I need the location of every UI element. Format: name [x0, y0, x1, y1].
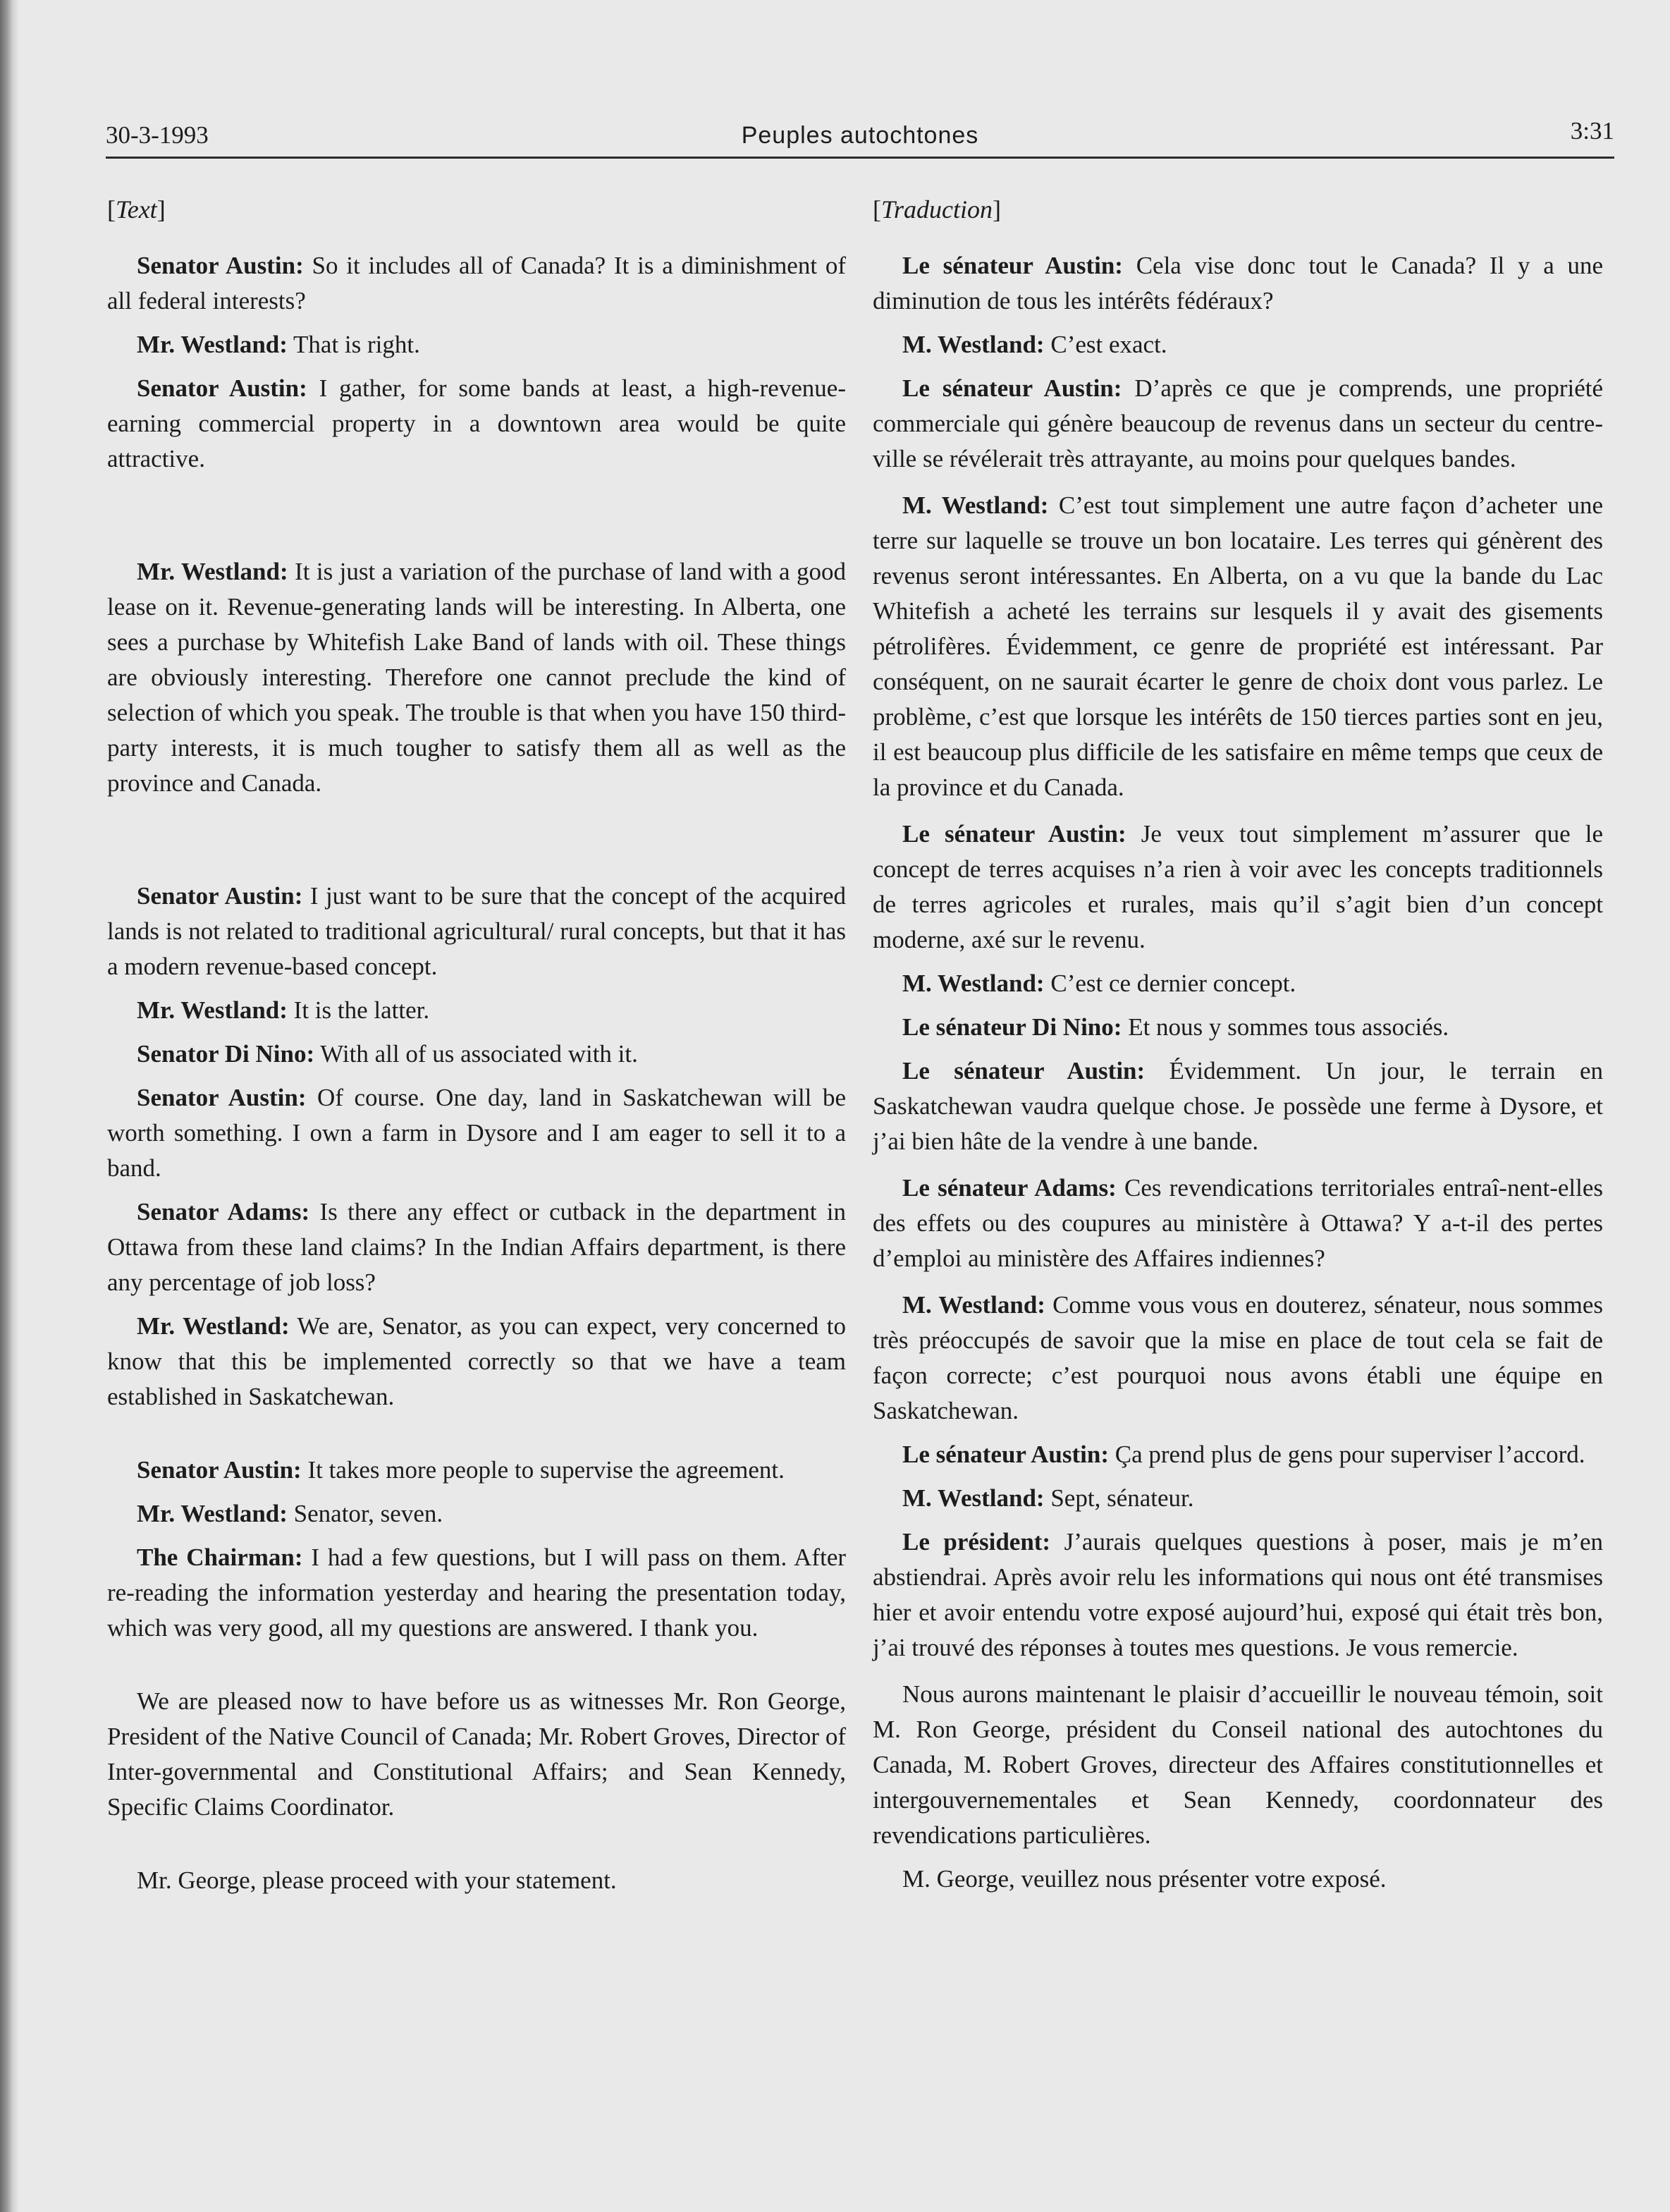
transcript-paragraph: Le sénateur Austin: D’après ce que je comprends, une propriété commerciale qui génère beaucoup de revenus dans un secteur du centre-ville se révélerait très attrayante, au moins pour quelques bandes. — [873, 374, 1603, 472]
speaker-name: Mr. Westland: — [137, 331, 288, 358]
speaker-name: Le sénateur Austin: — [902, 252, 1123, 279]
page-binding-edge — [0, 0, 18, 2212]
transcript-paragraph: The Chairman: I had a few questions, but I will pass on them. After re-reading the information yesterday and hearing the presentation today, which was very good, all my questions are answered. I thank you. — [107, 1544, 847, 1642]
speaker-name: Mr. Westland: — [137, 1500, 288, 1527]
transcript-paragraph: Le sénateur Austin: Cela vise donc tout le Canada? Il y a une diminution de tous les intérêts fédéraux? — [873, 252, 1603, 314]
transcript-paragraph: Senator Austin: So it includes all of Canada? It is a diminishment of all federal interests? — [107, 252, 846, 314]
speaker-name: Le sénateur Adams: — [902, 1174, 1117, 1202]
speaker-name: Mr. Westland: — [137, 558, 288, 585]
speaker-name: Mr. Westland: — [137, 1312, 290, 1340]
english-column — [107, 192, 846, 1898]
traduction-marker: [Traduction] — [873, 195, 1002, 224]
speaker-name: Le sénateur Austin: — [902, 1057, 1146, 1084]
transcript-paragraph: M. Westland: C’est ce dernier concept. — [902, 970, 1296, 997]
narration-paragraph: Mr. George, please proceed with your statement. — [137, 1866, 617, 1894]
transcript-paragraph: Senator Austin: I just want to be sure that the concept of the acquired lands is not related to traditional agricultural/ rural concepts, but that it has a modern revenue-based concept. — [107, 882, 846, 980]
transcript-paragraph: Mr. Westland: Senator, seven. — [137, 1500, 443, 1527]
transcript-paragraph: Mr. Westland: It is just a variation of the purchase of land with a good lease on it. Revenue-generating lands will be interesting. In Alberta, one sees a purchase by Whitefish Lake Band of lands with oil. These things are obviously interesting. Therefore one cannot preclude the kind of selection of which you speak. The trouble is that when you have 150 third-party interests, it is much tougher to satisfy them all as well as the province and Canada. — [107, 558, 846, 797]
text-marker: [Text] — [107, 195, 166, 224]
speaker-name: The Chairman: — [137, 1544, 303, 1571]
french-column — [873, 192, 1603, 1897]
transcript-paragraph: M. Westland: C’est tout simplement une autre façon d’acheter une terre sur laquelle se trouve un bon locataire. Les terres qui génèrent des revenus seront intéressantes. En Alberta, on a vu que la bande du Lac Whitefish a acheté les terrains sur lesquels il y avait des gisements pétrolifères. Évidemment, ce genre de propriété est intéressant. Par conséquent, on ne saurait écarter le genre de choix dont vous parlez. Le problème, c’est que lorsque les intérêts de 150 tierces parties sont en jeu, il est beaucoup plus difficile de les satisfaire en même temps que ceux de la province et du Canada. — [873, 491, 1603, 801]
speaker-name: M. Westland: — [902, 1484, 1045, 1512]
transcript-paragraph: Mr. Westland: We are, Senator, as you can expect, very concerned to know that this be implemented correctly so that we have a team established in Saskatchewan. — [107, 1312, 846, 1410]
transcript-paragraph: Le sénateur Austin: Je veux tout simplement m’assurer que le concept de terres acquises n’a rien à voir avec les concepts traditionnels de terres agricoles et rurales, mais qu’il s’agit bien d’un concept moderne, axé sur le revenu. — [873, 820, 1603, 953]
transcript-paragraph: M. Westland: C’est exact. — [902, 331, 1167, 358]
narration-paragraph: M. George, veuillez nous présenter votre exposé. — [902, 1865, 1387, 1893]
header-date: 30-3-1993 — [106, 121, 209, 149]
speaker-name: M. Westland: — [902, 970, 1045, 997]
transcript-paragraph: Senator Austin: I gather, for some bands at least, a high-revenue-earning commercial property in a downtown area would be quite attractive. — [107, 374, 846, 472]
transcript-paragraph: Senator Austin: Of course. One day, land in Saskatchewan will be worth something. I own a farm in Dysore and I am eager to sell it to a band. — [107, 1084, 846, 1182]
transcript-paragraph: Mr. Westland: That is right. — [137, 331, 420, 358]
speaker-name: Le sénateur Di Nino: — [902, 1013, 1122, 1041]
speaker-name: M. Westland: — [902, 1291, 1045, 1319]
transcript-paragraph: Senator Adams: Is there any effect or cutback in the department in Ottawa from these land claims? In the Indian Affairs department, is there any percentage of job loss? — [107, 1198, 847, 1296]
narration-paragraph: We are pleased now to have before us as witnesses Mr. Ron George, President of the Native Council of Canada; Mr. Robert Groves, Director of Inter-governmental and Constitutional Affairs; and Sean Kennedy, Specific Claims Coordinator. — [107, 1687, 846, 1821]
speaker-name: Le président: — [902, 1528, 1051, 1556]
transcript-paragraph: Le sénateur Di Nino: Et nous y sommes tous associés. — [902, 1013, 1449, 1041]
narration-paragraph: Nous aurons maintenant le plaisir d’accueillir le nouveau témoin, soit M. Ron George, président du Conseil national des autochtones du Canada, M. Robert Groves, directeur des Affaires constitutionnelles et intergouvernementales et Sean Kennedy, coordonnateur des revendications particulières. — [873, 1680, 1603, 1849]
speaker-name: M. Westland: — [902, 491, 1049, 519]
speaker-name: Senator Austin: — [137, 374, 307, 402]
speaker-name: Le sénateur Austin: — [902, 820, 1126, 848]
speaker-name: Senator Di Nino: — [137, 1040, 315, 1068]
transcript-paragraph: M. Westland: Comme vous vous en douterez, sénateur, nous sommes très préoccupés de savoir que la mise en place de tout cela se fait de façon correcte; c’est pourquoi nous avons établi une équipe en Saskatchewan. — [873, 1291, 1604, 1424]
transcript-paragraph: Senator Di Nino: With all of us associated with it. — [137, 1040, 638, 1068]
speaker-name: Le sénateur Austin: — [902, 1441, 1109, 1468]
speaker-name: M. Westland: — [902, 331, 1045, 358]
speaker-name: Senator Austin: — [137, 1456, 302, 1484]
header-title: Peuples autochtones — [741, 122, 979, 149]
transcript-paragraph: M. Westland: Sept, sénateur. — [902, 1484, 1194, 1512]
speaker-name: Le sénateur Austin: — [902, 374, 1122, 402]
transcript-paragraph: Le président: J’aurais quelques questions à poser, mais je m’en abstiendrai. Après avoir relu les informations qui nous ont été transmises hier et avoir entendu votre exposé aujourd’hui, exposé qui était très bon, j’ai trouvé des réponses à toutes mes questions. Je vous remercie. — [873, 1528, 1603, 1661]
speaker-name: Senator Austin: — [137, 1084, 307, 1111]
transcript-paragraph: Senator Austin: It takes more people to supervise the agreement. — [137, 1456, 785, 1484]
speaker-name: Mr. Westland: — [137, 996, 288, 1024]
transcript-paragraph: Le sénateur Adams: Ces revendications territoriales entraî-nent-elles des effets ou des coupures au ministère à Ottawa? Y a-t-il des pertes d’emploi au ministère des Affaires indiennes? — [873, 1174, 1603, 1272]
page-number: 3:31 — [1570, 117, 1614, 145]
transcript-paragraph: Le sénateur Austin: Ça prend plus de gens pour superviser l’accord. — [902, 1441, 1585, 1468]
speaker-name: Senator Adams: — [137, 1198, 310, 1226]
transcript-paragraph: Le sénateur Austin: Évidemment. Un jour, le terrain en Saskatchewan vaudra quelque chose. Je possède une ferme à Dysore, et j’ai bien hâte de la vendre à une bande. — [873, 1057, 1603, 1155]
speaker-name: Senator Austin: — [137, 882, 303, 910]
speaker-name: Senator Austin: — [137, 252, 304, 279]
transcript-paragraph: Mr. Westland: It is the latter. — [137, 996, 430, 1024]
page-header — [106, 113, 1614, 159]
